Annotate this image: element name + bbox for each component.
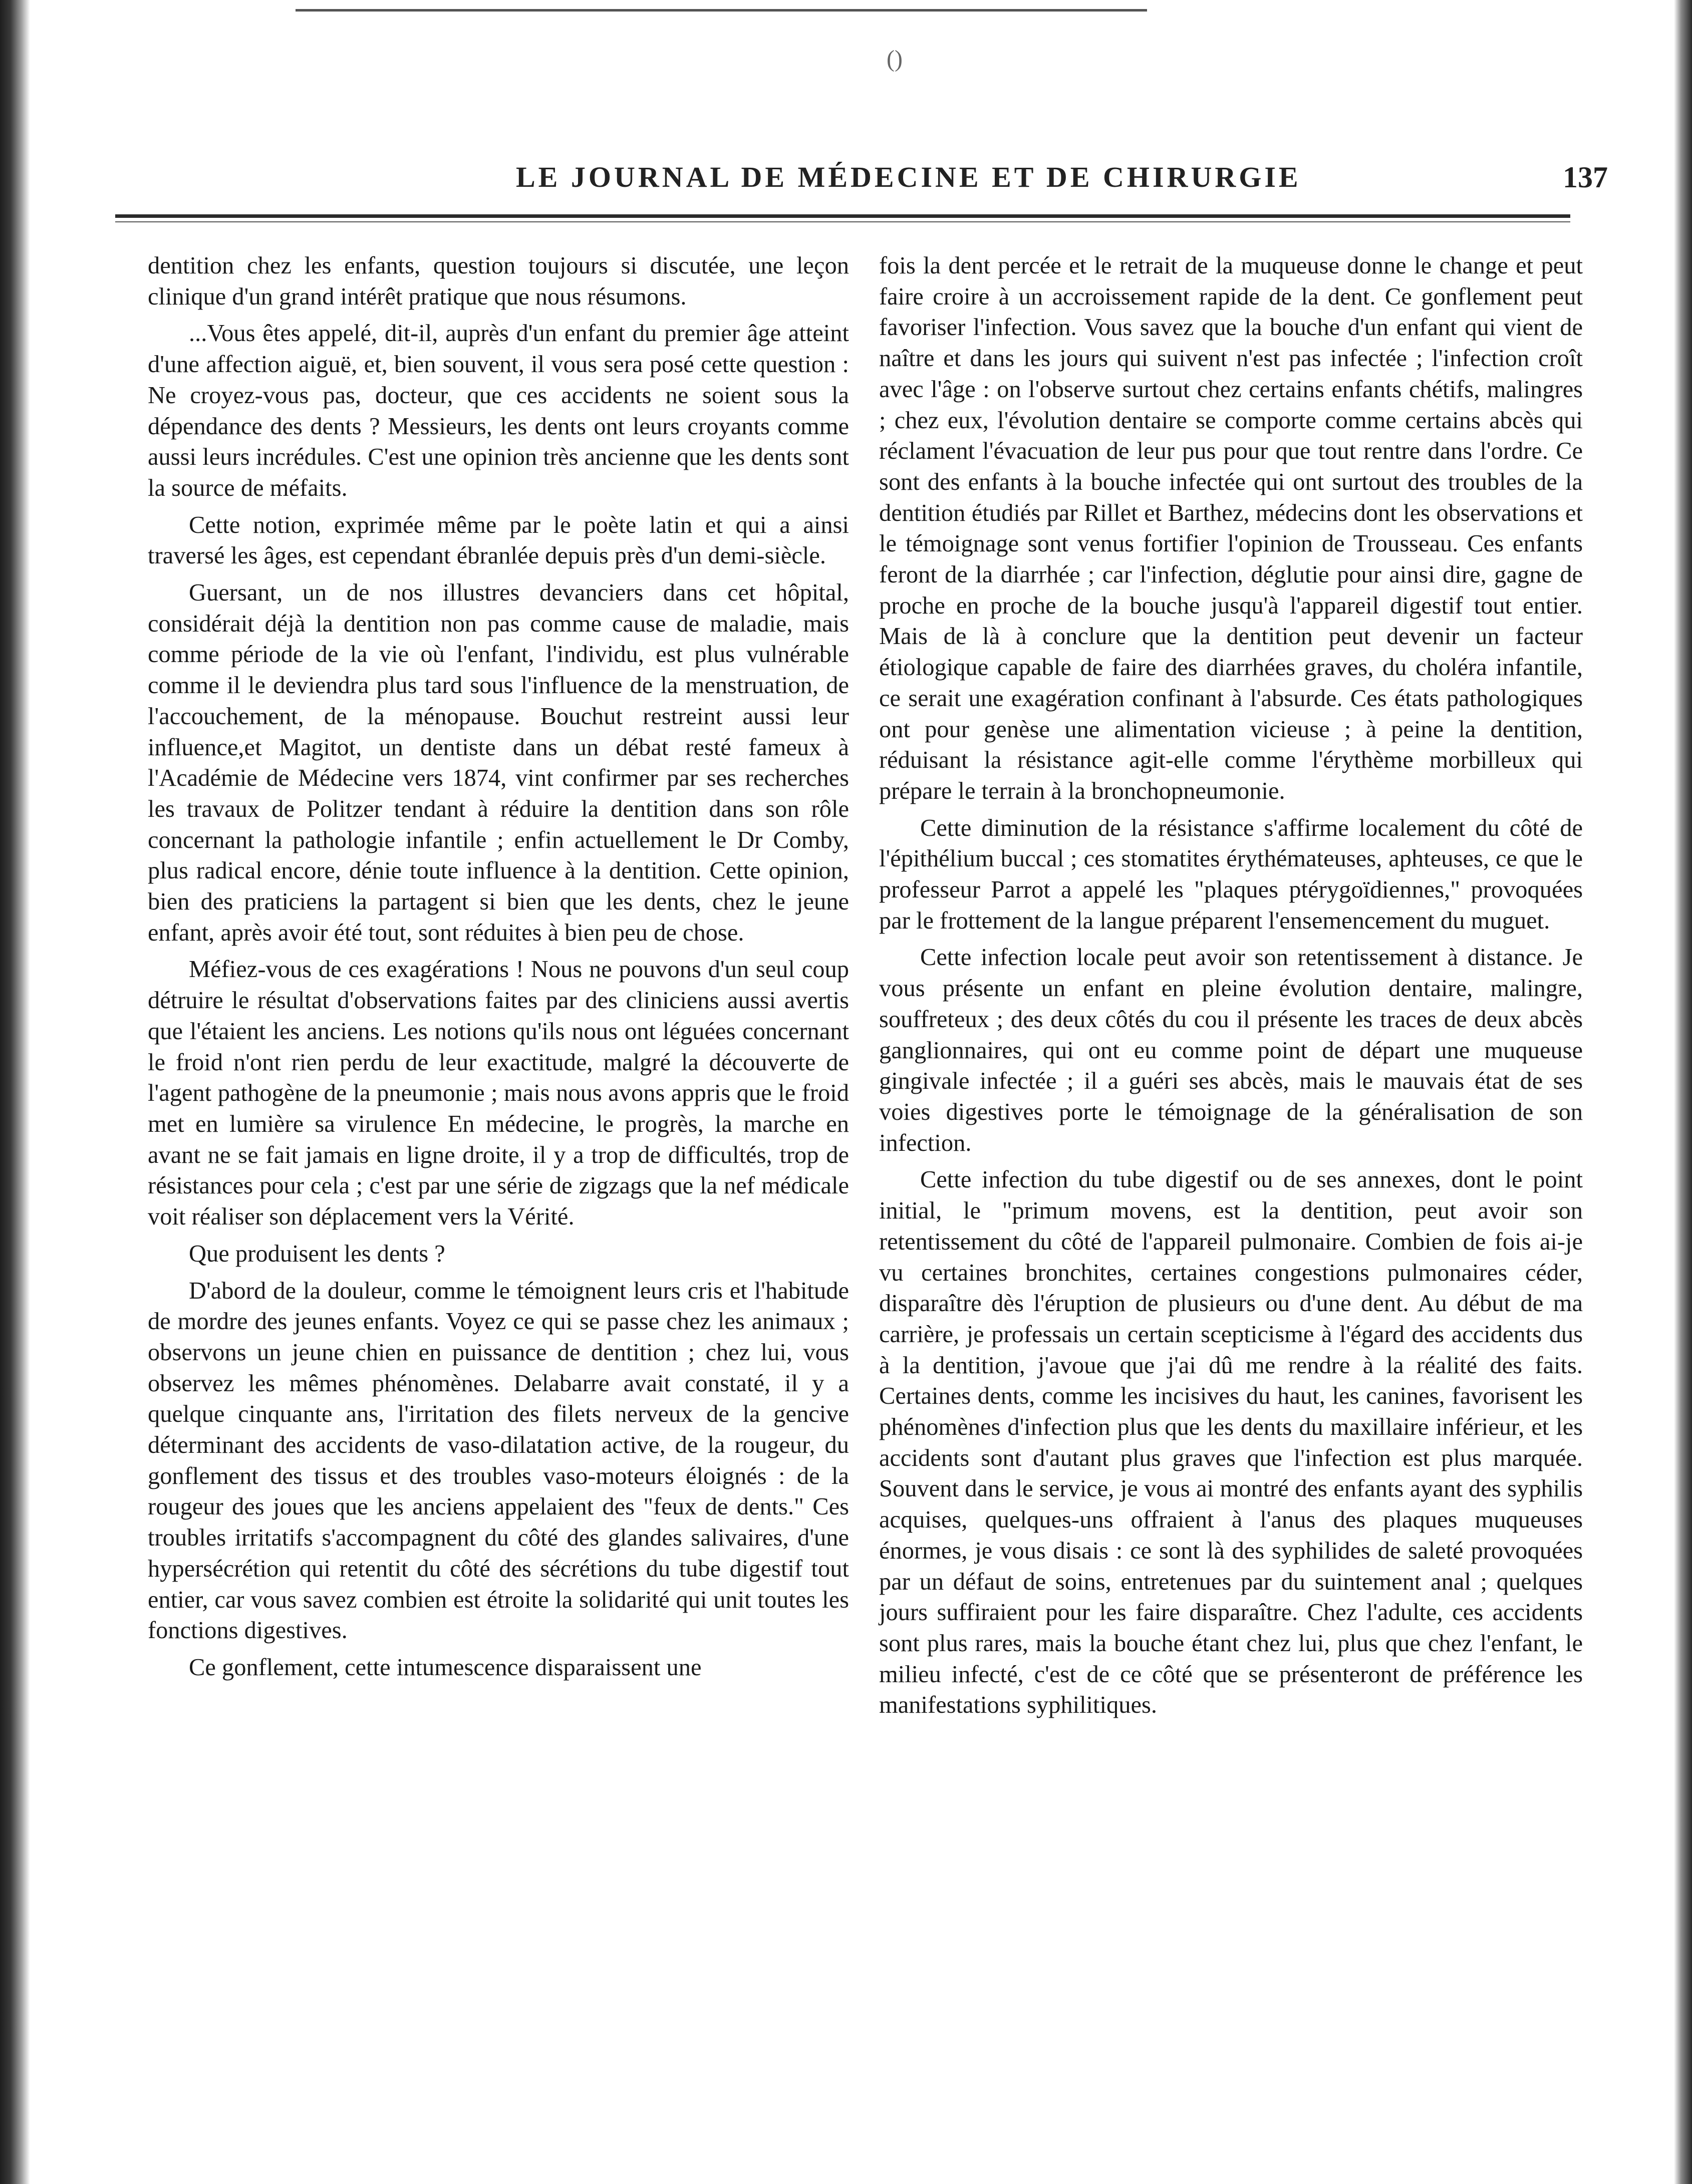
paragraph: Cette infection locale peut avoir son retentissement à distance. Je vous présente un enfant en pleine évolution dentaire, malingre, souffreteux ; des deux côtés du cou il présente les traces de deux abcès ganglionnaires, qui ont eu comme point de départ une muqueuse gingivale infectée ; il a guéri ses abcès, mais le mauvais état de ses voies digestives porte le témoignage de la généralisation de son infection. xyxy=(879,944,1583,1156)
paragraph: Cette infection du tube digestif ou de ses annexes, dont le point initial, le "primum movens, est la dentition, peut avoir son retentissement du côté de l'appareil pulmonaire. Combien de fois ai-je vu certaines bronchites, certaines congestions pulmonaires céder, disparaître dès l'éruption de plusieurs ou d'une dent. Au début de ma carrière, je professais un certain scepticisme à l'égard des accidents dus à la dentition, j'avoue que j'ai dû me rendre à la réalité des faits. Certaines dents, comme les incisives du haut, les canines, favorisent les phénomènes d'infection plus que les dents du maxillaire inférieur, et les accidents sont d'autant plus graves que l'infection est plus marquée. Souvent dans le service, je vous ai montré des enfants ayant des syphilis acquises, quelques-uns offraient à l'anus des plaques muqueuses énormes, je vous disais : ce sont là des syphilides de saleté provoquées par un défaut de soins, entretenues par du suintement anal ; quelques jours suffiraient pour les faire disparaître. Chez l'adulte, ces accidents sont plus rares, mais la bouche étant chez lui, plus que chez l'enfant, le milieu infecté, c'est de ce côté que se présenteront de préférence les manifestations syphilitiques. xyxy=(879,1166,1583,1719)
header-rule-thin xyxy=(115,221,1570,222)
page-number: 137 xyxy=(1563,161,1608,194)
paragraph: D'abord de la douleur, comme le témoignent leurs cris et l'habitude de mordre des jeunes enfants. Voyez ce qui se passe chez les animaux ; observons un jeune chien en puissance de dentition ; chez lui, vous observez les mêmes phénomènes. Delabarre avait constaté, il y a quelque cinquante ans, l'irritation des filets nerveux de la gencive déterminant des accidents de vaso-dilatation active, de la rougeur, du gonflement des tissus et des troubles vaso-moteurs éloignés : de la rougeur des joues que les anciens appelaient des "feux de dents." Ces troubles irritatifs s'accompagnent du côté des glandes salivaires, d'une hypersécrétion qui retentit du côté des sécrétions du tube digestif tout entier, car vous savez combien est étroite la solidarité qui unit toutes les fonctions digestives. xyxy=(148,1277,849,1644)
paragraph: Guersant, un de nos illustres devanciers dans cet hôpital, considérait déjà la dentition non pas comme cause de maladie, mais comme période de la vie où l'enfant, l'individu, est plus vulnérable comme il le deviendra plus tard sous l'influence de la menstruation, de l'accouchement, de la ménopause. Bouchut restreint aussi leur influence,et Magitot, un dentiste dans un débat resté fameux à l'Académie de Médecine vers 1874, vint confirmer par ses recherches les travaux de Politzer tendant à réduire la dentition dans son rôle concernant la pathologie infantile ; enfin actuellement le Dr Comby, plus radical encore, dénie toute influence à la dentition. Cette opinion, bien des praticiens la partagent si bien que les dents, chez le jeune enfant, après avoir été tout, sont réduites à bien peu de chose. xyxy=(148,579,849,946)
paragraph: Cette diminution de la résistance s'affirme localement du côté de l'épithélium buccal ; ces stomatites érythémateuses, aphteuses, ce que le professeur Parrot a appelé les "plaques ptérygoïdiennes," provoquées par le frottement de la langue préparent l'ensemencement du muguet. xyxy=(879,814,1583,934)
scan-top-line xyxy=(296,9,1147,12)
paragraph: dentition chez les enfants, question toujours si discutée, une leçon clinique d'un grand intérêt pratique que nous résumons. xyxy=(148,252,849,310)
right-column xyxy=(879,250,1583,1721)
page-header xyxy=(0,150,1692,205)
paragraph: Cette notion, exprimée même par le poète latin et qui a ainsi traversé les âges, est cependant ébranlée depuis près d'un demi-siècle. xyxy=(148,511,849,569)
scan-right-edge xyxy=(1674,0,1692,2184)
paragraph: Méfiez-vous de ces exagérations ! Nous ne pouvons d'un seul coup détruire le résultat d'observations faites par des cliniciens aussi avertis que l'étaient les anciens. Les notions qu'ils nous ont léguées concernant le froid n'ont rien perdu de leur exactitude, malgré la découverte de l'agent pathogène de la pneumonie ; mais nous avons appris que le froid met en lumière sa virulence En médecine, le progrès, la marche en avant ne se fait jamais en ligne droite, il y a trop de difficultés, trop de résistances pour cela ; c'est par une série de zigzags que la nef médicale voit réaliser son déplacement vers la Vérité. xyxy=(148,956,849,1230)
page-mark: () xyxy=(887,46,903,72)
header-rule xyxy=(115,214,1570,218)
section-question: Que produisent les dents ? xyxy=(189,1240,445,1267)
left-column xyxy=(148,250,849,1683)
paragraph: fois la dent percée et le retrait de la muqueuse donne le change et peut faire croire à un accroissement rapide de la dent. Ce gonflement peut favoriser l'infection. Vous savez que la bouche d'un enfant qui vient de naître et dans les jours qui suivent n'est pas infectée ; l'infection croît avec l'âge : on l'observe surtout chez certains enfants chétifs, malingres ; chez eux, l'évolution dentaire se comporte comme certains abcès qui réclament l'évacuation de leur pus pour que tout rentre dans l'ordre. Ce sont des enfants à la bouche infectée qui ont surtout des troubles de la dentition étudiés par Rillet et Barthez, médecins dont les observations et le témoignage sont venus fortifier l'opinion de Trousseau. Ces enfants feront de la diarrhée ; car l'infection, déglutie pour ainsi dire, gagne de proche en proche de la bouche jusqu'à l'appareil digestif tout entier. Mais de là à conclure que la dentition peut devenir un facteur étiologique capable de faire des diarrhées graves, du choléra infantile, ce serait une exagération confinant à l'absurde. Ces états pathologiques ont pour genèse une alimentation vicieuse ; à peine la dentition, réduisant la résistance agit-elle comme l'érythème morbilleux qui prépare le terrain à la bronchopneumonie. xyxy=(879,252,1583,804)
paragraph: ...Vous êtes appelé, dit-il, auprès d'un enfant du premier âge atteint d'une affection aiguë, et, bien souvent, il vous sera posé cette question : Ne croyez-vous pas, docteur, que ces accidents ne soient sous la dépendance des dents ? Messieurs, les dents ont leurs croyants comme aussi leurs incrédules. C'est une opinion très ancienne que les dents sont la source de méfaits. xyxy=(148,320,849,501)
scan-left-edge xyxy=(0,0,30,2184)
paragraph: Ce gonflement, cette intumescence disparaissent une xyxy=(189,1654,702,1681)
running-title: LE JOURNAL DE MÉDECINE ET DE CHIRURGIE xyxy=(516,161,1301,193)
